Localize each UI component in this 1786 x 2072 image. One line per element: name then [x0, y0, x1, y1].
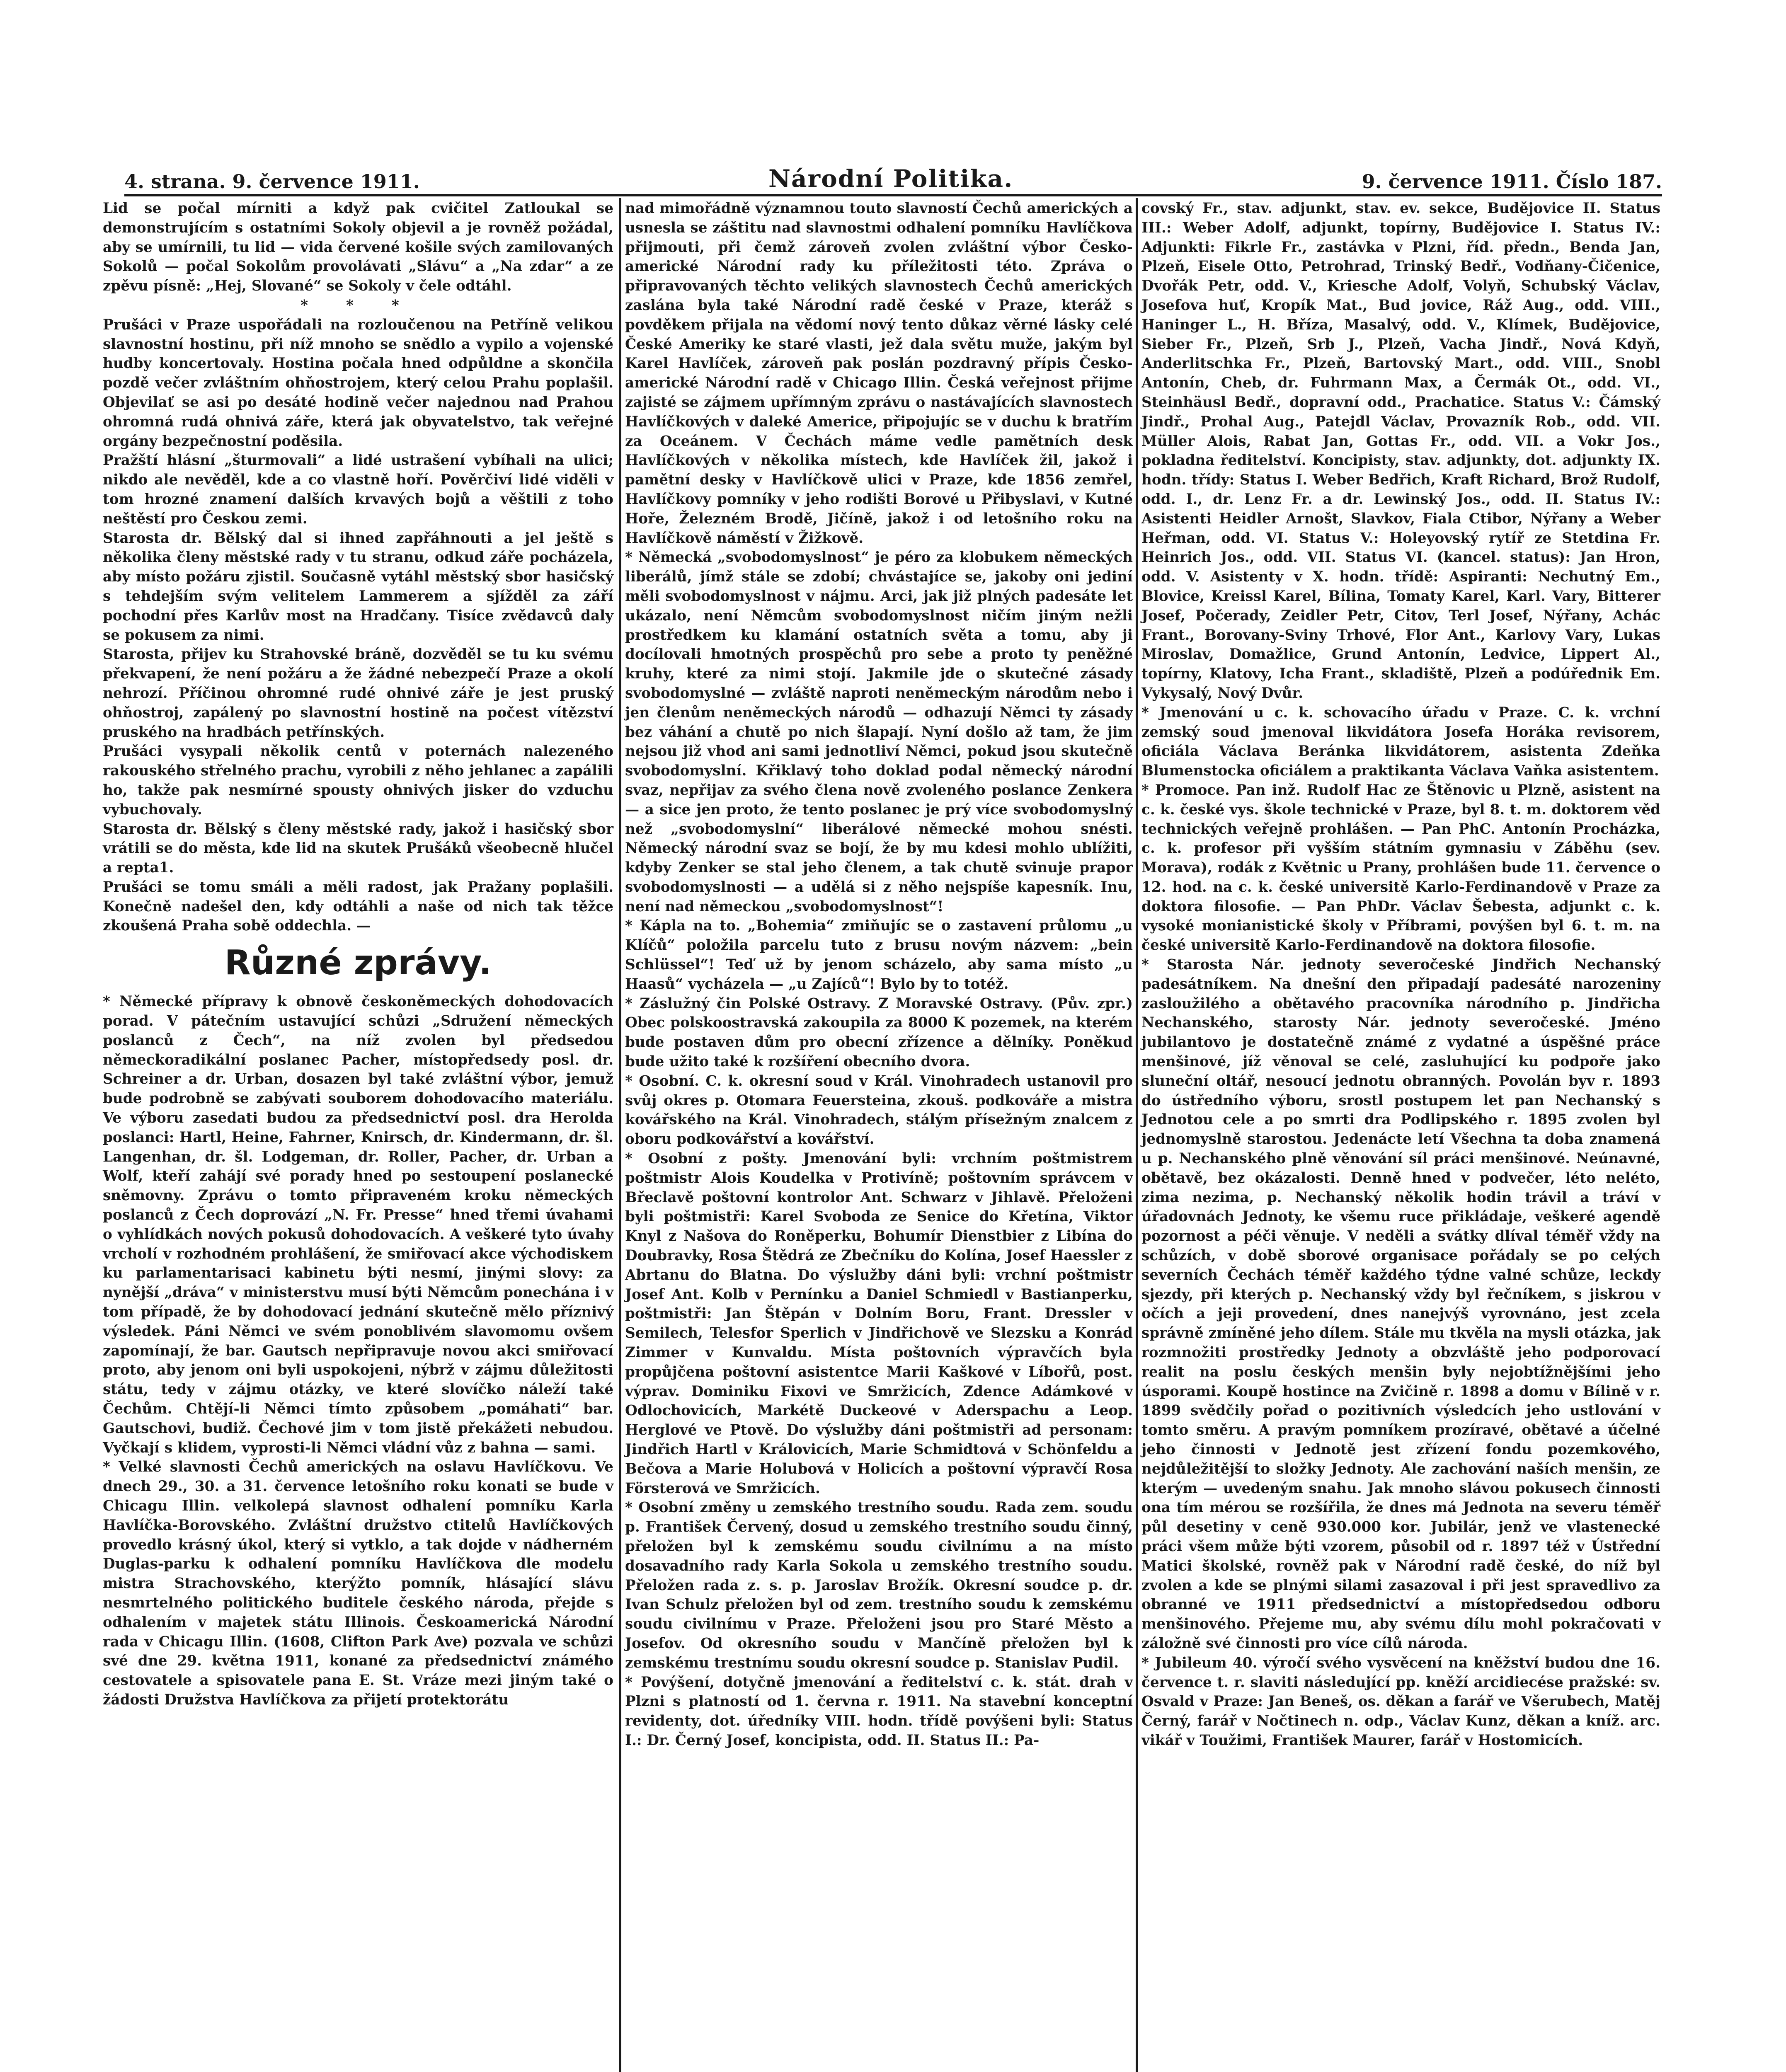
article-paragraph: * Osobní. C. k. okresní soud v Král. Vinohradech ustanovil pro svůj okres p. Otomara Feuersteina, zkouš. podkováře a mistra kovářského na Král. Vinohradech, stálým přísežným znalcem z oboru podkovářství a kovářství. [625, 1072, 1133, 1148]
article-paragraph: * Promoce. Pan inž. Rudolf Hac ze Štěnovic u Plzně, asistent na c. k. české vys. škole technické v Praze, byl 8. t. m. doktorem věd technických veřejně prohlášen. — Pan PhC. Antonín Procházka, c. k. profesor při vyšším státním gymnasiu v Záběhu (sev. Morava), rodák z Květnic u Prany, prohlášen bude 11. července o 12. hod. na c. k. české universitě Karlo-Ferdinandově v Praze za doktora filosofie. — Pan PhDr. Václav Šebesta, adjunkt c. k. vysoké monianistické školy v Příbrami, povýšen byl 6. t. m. na české universitě Karlo-Ferdinandově na doktora filosofie. [1141, 782, 1660, 954]
article-paragraph: Starosta, přijev ku Strahovské bráně, dozvěděl se tu ku svému překvapení, že není požáru a že žádné nebezpečí Praze a okolí nehrozí. Příčinou ohromné rudé ohnivé záře je jest pruský ohňostroj, zapálený po slavnostní hostině na počest vítězství pruského na hradbách petřínských. [103, 646, 613, 741]
column-divider [1136, 198, 1138, 2072]
article-paragraph: * Kápla na to. „Bohemia“ zmiňujíc se o zastavení průlomu „u Klíčů“ položila parcelu tuto z brusu novým názvem: „bein Schlüssel“! Teď už by jenom scházelo, aby sama místo „u Haasů“ vycházela — „u Zajíců“! Bylo by to totéž. [625, 917, 1133, 992]
article-paragraph: * Německá „svobodomyslnost“ je péro za klobukem německých liberálů, jímž stále se zdobí; chvástajíce se, jakoby oni jediní měli svobodomyslnost v nájmu. Arci, jak již plných padesáte let ukázalo, není Němcům svobodomyslnost ničím jiným nežli prostředkem ku klamání ostatních světa a tomu, aby ji docílovali hmotných prospěchů pro sebe a proto ty peněžné kruhy, které za nimi stojí. Jakmile jde o skutečné zásady svobodomyslné — zvláště naproti neněmeckým národům nebo i jen členům neněmeckých národů — odhazují Němci ty zásady bez váhání a chutě po nich šlapají. Nyní došlo až tam, že jim nejsou již vhod ani sami jednotliví Němci, pokud jsou skutečně svobodomyslní. Křiklavý toho doklad podal německý národní svaz, nepřijav za svého člena nově zvoleného poslance Zenkera — a sice jen proto, že tento poslanec je prý více svobodomyslný než „svobodomyslní“ liberálové německé mohou snésti. Německý národní svaz se bojí, že by mu kdesi mohlo ublížiti, kdyby Zenker se stal jeho členem, a tak chutě svinuje prapor svobodomyslnosti — a udělá si z něho nejspíše kapesník. Inu, není nad německou „svobodomyslnost“! [625, 549, 1133, 915]
header-right: 9. července 1911. Číslo 187. [1362, 170, 1662, 193]
column-2 [625, 199, 1133, 1750]
article-paragraph: * Povýšení, dotyčně jmenování a ředitelství c. k. stát. drah v Plzni s platností od 1. června r. 1911. Na stavební konceptní revidenty, dot. úředníky VIII. hodn. třídě povýšeni byli: Status I.: Dr. Černý Josef, koncipista, odd. II. Status II.: Pa- [625, 1674, 1133, 1749]
article-paragraph: * Jubileum 40. výročí svého vysvěcení na kněžství budou dne 16. července t. r. slaviti následující pp. kněží arcidiecése pražské: sv. Osvald v Praze: Jan Beneš, os. děkan a farář ve Všerubech, Matěj Černý, farář v Nočtinech n. odp., Václav Kunz, děkan a kníž. arc. vikář v Toužimi, František Maurer, farář v Hostomicích. [1141, 1654, 1660, 1749]
article-paragraph: * Jmenování u c. k. schovacího úřadu v Praze. C. k. vrchní zemský soud jmenoval likvidátora Josefa Horáka revisorem, oficiála Václava Beránka likvidátorem, asistenta Zdeňka Blumenstocka oficiálem a praktikanta Václava Vaňka asistentem. [1141, 704, 1660, 779]
page-header [124, 160, 1662, 193]
article-paragraph: Starosta dr. Bělský s členy městské rady, jakož i hasičský sbor vrátili se do města, kde lid na skutek Prušáků všeobecně hlučel a repta1. [103, 821, 613, 876]
article-paragraph: * Velké slavnosti Čechů amerických na oslavu Havlíčkovu. Ve dnech 29., 30. a 31. července letošního roku konati se bude v Chicagu Illin. velkolepá slavnost odhalení pomníku Karla Havlíčka-Borovského. Zvláštní družstvo ctitelů Havlíčkových provedlo krásný úkol, který si vytklo, a tak dojde v nádherném Duglas-parku k odhalení pomníku Havlíčkova dle modelu mistra Strachovského, kterýžto pomník, hlásající slávu nesmrtelného politického buditele českého národa, přejde s odhalením v majetek státu Illinois. Českoamerická Národní rada v Chicagu Illin. (1608, Clifton Park Ave) pozvala ve schůzi své dne 29. května 1911, konané za předsednictví známého cestovatele a spisovatele pana E. St. Vráze mezi jiným také o žádosti Družstva Havlíčkova za přijetí protektorátu [103, 1459, 613, 1708]
article-paragraph: Prušáci vysypali několik centů v poternách nalezeného rakouského střelného prachu, vyrobili z něho jehlanec a zapálili ho, takže pak nesmírné spousty ohnivých jisker do vzduchu vybuchovaly. [103, 743, 613, 818]
masthead-title: Národní Politika. [768, 165, 1013, 193]
section-stars: * * * [300, 297, 416, 314]
column-1 [103, 199, 613, 1710]
article-paragraph: * Starosta Nár. jednoty severočeské Jindřich Nechanský padesátníkem. Na dnešní den připadají padesáté narozeniny zasloužilého a obětavého pracovníka národního p. Jindřicha Nechanského, starosty Nár. jednoty severočeské. Jméno jubilantovo je dostatečně známé z vydatné a úspěšné práce menšinové, jíž věnoval se celé, zasluhující ku podpoře jako sluneční oltář, nesoucí jednotu obranných. Povolán byv r. 1893 do ústředního výboru, srostl postupem let pan Nechanský s Jednotou cele a po smrti dra Podlipského r. 1895 zvolen byl jednomyslně starostou. Jedenácte letí Všechna ta doba znamená u p. Nechanského plně věnování síl práci menšinové. Neúnavné, obětavě, bez okázalosti. Denně hned v podvečer, léto neléto, zima nezima, p. Nechanský několik hodin trávil a tráví v úřadovnách Jednoty, ke všemu ruce přikládaje, veškeré agendě pozornost a péči věnuje. V neděli a svátky dlíval téměř vždy na schůzích, v době sborové organisace pořádaly se po celých severních Čechách téměř každého týdne valné schůze, leckdy sjezdy, při kterých p. Nechanský vždy byl řečníkem, s jiskrou v očích a jeji provedení, dnes nanejvýš vyrovnáno, jest zcela správně zmíněné jeho dílem. Stále mu tkvěla na mysli otázka, jak rozmnožiti prostředky Jednoty a obzvláště jeho podporovací realit na poslu českých menšin byly nejobtížnějšími jeho úsporami. Koupě hostince na Zvičině r. 1898 a domu v Bílině v r. 1899 svědčily pořad o pozitivních výsledcích jeho ustlování v tomto směru. A pravým pomníkem prozíravé, obětavé a účelné jeho činnosti v Jednotě jest zřízení fondu pozemkového, nejdůležitější to složky Jednoty. Ale zachování naších menšin, ze kterým — uvedeným snahu. Jak mnoho slávou pokusech činnosti ona tím mérou se rozšířila, že dnes má Jednota na severu téměř půl desetiny v ceně 930.000 kor. Jubilár, jenž ve vlastenecké práci všem může býti vzorem, působil od r. 1897 též v Ústřední Matici školské, rovněž pak v Národní radě české, do níž byl zvolen a kde se plnými silami zasazoval i při jest spravedlivo za obranné ve 1911 předsednictví a místopředsedou odboru menšinového. Přejeme mu, aby svému dílu mohl pokračovati v záložně své činnosti pro více cílů národa. [1141, 956, 1660, 1652]
article-paragraph: Lid se počal mírniti a když pak cvičitel Zatloukal se demonstrujícím s ostatními Sokoly objevil a je rovněž požádal, aby se umírnili, tu lid — vida červené košile svých zamilovaných Sokolů — počal Sokolům provolávati „Slávu“ a „Na zdar“ a ze zpěvu písně: „Hej, Slované“ se Sokoly v čele odtáhl. [103, 200, 613, 295]
article-paragraph: Pražští hlásní „šturmovali“ a lidé ustrašení vybíhali na ulici; nikdo ale nevěděl, kde a co vlastně hoří. Pověrčiví lidé viděli v tom hrozné znamení dalších krvavých bojů a věštili z toho neštěstí pro Českou zemi. [103, 452, 613, 527]
article-paragraph: covský Fr., stav. adjunkt, stav. ev. sekce, Budějovice II. Status III.: Weber Adolf, adjunkt, topírny, Budějovice I. Status IV.: Adjunkti: Fikrle Fr., zastávka v Plzni, říd. předn., Benda Jan, Plzeň, Eisele Otto, Petrohrad, Trinský Bedř., Vodňany-Čičenice, Dvořák Petr, odd. V., Kriesche Adolf, Volyň, Schubský Václav, Josefova huť, Kropík Mat., Bud jovice, Ráž Aug., odd. VIII., Haninger L., H. Bříza, Masalvý, odd. V., Klímek, Budějovice, Sieber Fr., Plzeň, Srb J., Plzeň, Vacha Jindř., Nová Kdyň, Anderlitschka Fr., Plzeň, Bartovský Mart., odd. VIII., Snobl Antonín, Cheb, dr. Fuhrmann Max, a Čermák Ot., odd. VI., Steinhäusl Bedř., dopravní odd., Prachatice. Status V.: Čámský Jindř., Prohal Aug., Patejdl Václav, Provazník Rob., odd. VII. Müller Alois, Rabat Jan, Gottas Fr., odd. VII. a Vokr Jos., pokladna ředitelství. Koncipisty, stav. adjunkty, dot. adjunkty IX. hodn. třídy: Status I. Weber Bedřich, Kraft Richard, Brož Rudolf, odd. I., dr. Lenz Fr. a dr. Lewinský Jos., odd. II. Status IV.: Asistenti Heidler Arnošt, Slavkov, Fiala Ctibor, Nýřany a Weber Heřman, odd. VI. Status V.: Holeyovský rytíř ze Stetdina Fr. Heinrich Jos., odd. VII. Status VI. (kancel. status): Jan Hron, odd. V. Asistenty v X. hodn. třídě: Aspiranti: Nechutný Em., Blovice, Kreissl Karel, Bílina, Tomaty Karel, Karl. Vary, Bitterer Josef, Počerady, Zeidler Petr, Citov, Terl Josef, Nýřany, Achác Frant., Borovany-Sviny Trhové, Flor Ant., Karlovy Vary, Lukas Miroslav, Domažlice, Grund Antonín, Ledvice, Lippert Al., topírny, Klatovy, Icha Frant., skladiště, Plzeň a podúřednik Em. Vykysalý, Nový Dvůr. [1141, 200, 1660, 702]
article-paragraph: Prušáci v Praze uspořádali na rozloučenou na Petříně velikou slavnostní hostinu, při níž mnoho se snědlo a vypilo a vojenské hudby koncertovaly. Hostina počala hned odpůldne a skončila pozdě večer zvláštním ohňostrojem, který celou Prahu poplašil. Objevilať se asi po desáté hodině večer najednou nad Prahou ohromná rudá ohnivá záře, která jak obyvatelstvo, tak veřejné orgány bezpečnostní poděsila. [103, 316, 613, 450]
article-paragraph: Starosta dr. Bělský dal si ihned zapřáhnouti a jel ještě s několika členy městské rady v tu stranu, odkud záře pocházela, aby místo požáru zjistil. Současně vytáhl městský sbor hasičský s tehdejším svým velitelem Lammerem a sjížděl za září pochodní přes Karlův most na Hradčany. Tisíce zvědavců daly se pokusem za nimi. [103, 530, 613, 644]
section-heading: Různé zprávy. [224, 943, 492, 983]
article-paragraph: nad mimořádně významnou touto slavností Čechů amerických a usnesla se záštitu nad slavnostmi odhalení pomníku Havlíčkova přijmouti, při čemž zároveň zvolen zvláštní výbor Česko-americké Národní rady ku příležitosti této. Zpráva o připravovaných těchto velikých slavnostech Čechů amerických zaslána byla také Národní radě české v Praze, kteráž s povděkem přijala na vědomí nový tento důkaz věrné lásky celé České Ameriky ke staré vlasti, jež dala světu muže, jakým byl Karel Havlíček, zároveň pak poslán pozdravný přípis Česko-americké Národní radě v Chicago Illin. Česká veřejnost přijme zajisté se zájmem upřímným zprávu o nastávajících slavnostech Havlíčkových v daleké Americe, připojujíc se v duchu k bratřím za Oceánem. V Čechách máme vedle pamětních desk Havlíčkových v několika místech, kde Havlíček žil, jakož i pamětní desky v Havlíčkově ulici v Praze, kde 1856 zemřel, Havlíčkovy pomníky v jeho rodišti Borové u Přibyslavi, v Kutné Hoře, Železném Brodě, Jičíně, jakož i od letošního roku na Havlíčkově náměstí v Žižkově. [625, 200, 1133, 547]
article-paragraph: * Osobní změny u zemského trestního soudu. Rada zem. soudu p. František Červený, dosud u zemského trestního soudu činný, přeložen byl k zemskému soudu civilnímu a na místo dosavadního rady Karla Sokola u zemského trestního soudu. Přeložen rada z. s. p. Jaroslav Brožík. Okresní soudce p. dr. Ivan Schulz přeložen byl od zem. trestního soudu k zemskému soudu civilnímu v Praze. Přeloženi jsou pro Staré Město a Josefov. Od okresního soudu v Mančíně přeložen byl k zemskému trestnímu soudu okresní soudce p. Stanislav Pudil. [625, 1499, 1133, 1671]
article-paragraph: * Osobní z pošty. Jmenování byli: vrchním poštmistrem poštmistr Alois Koudelka v Protivíně; poštovním správcem v Břeclavě poštovní kontrolor Ant. Schwarz v Jihlavě. Přeloženi byli poštmistři: Karel Svoboda ze Senice do Křetína, Viktor Knyl z Našova do Roněperku, Bohumír Dienstbier z Libína do Doubravky, Rosa Štědrá ze Zbečníku do Kolína, Josef Haessler z Abrtanu do Blatna. Do výslužby dáni byli: vrchní poštmistr Josef Ant. Kolb v Pernínku a Daniel Schmiedl v Bastianperku, poštmistři: Jan Štěpán v Dolním Boru, Frant. Dressler v Semilech, Telesfor Sperlich v Jindřichově ve Slezsku a Konrád Zimmer v Kunvaldu. Místa poštovních výpravčích byla propůjčena poštovní asistentce Marii Kaškové v Líbořů, post. výprav. Dominiku Fixovi ve Smržicích, Zdence Adámkové v Odlochovicích, Markétě Duckeové v Aderspachu a Leop. Herglové ve Ptově. Do výslužby dáni poštmistři ad personam: Jindřich Hartl v Královicích, Marie Schmidtová v Schönfeldu a Bečova a Marie Holubová v Holicích a poštovní výpravčí Rosa Försterová ve Smržicích. [625, 1150, 1133, 1497]
header-rule [124, 194, 1662, 196]
article-paragraph: Prušáci se tomu smáli a měli radost, jak Pražany poplašili. Konečně nadešel den, kdy odtáhli a naše od nich tak těžce zkoušená Praha sobě oddechla. — [103, 879, 613, 934]
column-divider [619, 198, 621, 2072]
article-paragraph: * Záslužný čin Polské Ostravy. Z Moravské Ostravy. (Pův. zpr.) Obec polskoostravská zakoupila za 8000 K pozemek, na kterém bude postaven dům pro obecní zřízence a dělníky. Poněkud bude užito také k rozšíření obecního dvora. [625, 995, 1133, 1070]
header-left: 4. strana. 9. července 1911. [124, 170, 420, 193]
column-3 [1141, 199, 1660, 1750]
article-paragraph: * Německé přípravy k obnově českoněmeckých dohodovacích porad. V pátečním ustavující schůzi „Sdružení německých poslanců z Čech“, na níž zvolen byl předsedou německoradikální poslanec Pacher, místopředsedy posl. dr. Schreiner a dr. Urban, dosazen byl také zvláštní výbor, jemuž bude podrobně se zabývati souborem dohodovacího materiálu. Ve výboru zasedati budou za předsednictví posl. dra Herolda poslanci: Hartl, Heine, Fahrner, Knirsch, dr. Kindermann, dr. šl. Langenhan, dr. šl. Lodgeman, dr. Roller, Pacher, dr. Urban a Wolf, kteří zahájí své porady hned po sestoupení poslanecké sněmovny. Zprávu o tomto připraveném kroku německých poslanců z Čech doprovází „N. Fr. Presse“ hned třemi úvahami o vyhlídkách nových pokusů dohodovacích. A veškeré tyto úvahy vrcholí v rozhodném prohlášení, že smiřovací akce východiskem ku parlamentarisaci kabinetu býti nesmí, jinými slovy: za nynější „dráva“ v ministerstvu musí býti Němcům ponechána i v tom případě, že by dohodovací jednání skutečně mělo příznivý výsledek. Páni Němci ve svém ponoblivém slavomomu ovšem zapomínají, že bar. Gautsch nepřipravuje novou akci smiřovací proto, aby jenom oni byli uspokojeni, nýbrž v zájmu důležitosti státu, tedy v zájmu otázky, ve které slovíčko náleží také Čechům. Chtějí-li Němci tímto způsobem „pomáhati“ bar. Gautschovi, budiž. Čechové jim v tom jistě překážeti nebudou. Vyčkají s klidem, vyprosti-li Němci vládní vůz z bahna — sami. [103, 993, 613, 1456]
